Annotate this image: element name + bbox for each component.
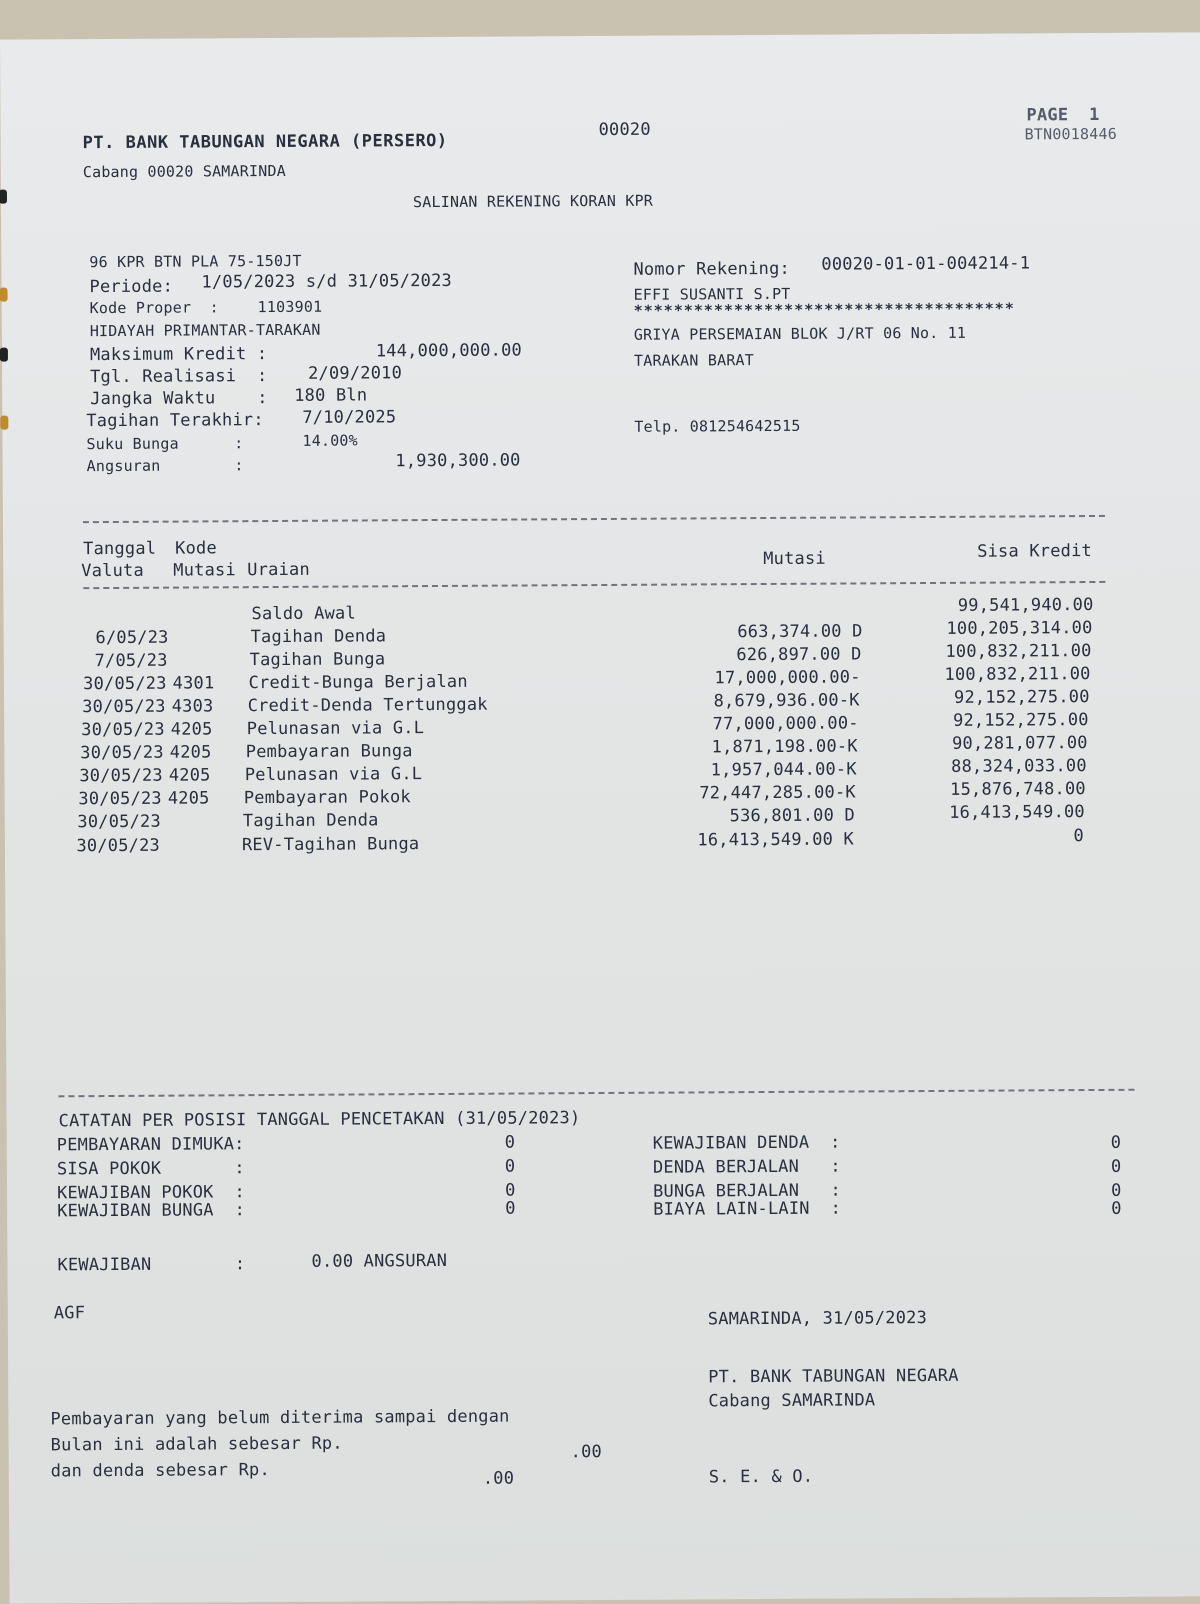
row-date: 30/05/23 [77, 812, 161, 833]
developer-name: HIDAYAH PRIMANTAR-TARAKAN [89, 320, 321, 341]
bank-name: PT. BANK TABUNGAN NEGARA (PERSERO) [82, 130, 448, 154]
row-sisa-kredit: 100,832,211.00 [945, 641, 1092, 662]
row-sisa-kredit: 15,876,748.00 [950, 779, 1086, 801]
separator-rule [83, 515, 1105, 523]
catatan-title: CATATAN PER POSISI TANGGAL PENCETAKAN (31/05/2023) [58, 1108, 581, 1132]
row-description: Tagihan Denda [242, 810, 379, 832]
kode-proper-value: 1103901 [257, 297, 323, 317]
row-sisa-kredit: 16,413,549.00 [949, 802, 1085, 824]
jangka-label: Jangka Waktu : [90, 388, 268, 410]
row-description: Pelunasan via G.L [244, 764, 423, 786]
catatan-left-value: 0 [504, 1132, 516, 1153]
row-date: 30/05/23 [81, 719, 165, 741]
catatan-left-value: 0 [504, 1180, 516, 1201]
catatan-left-value: 0 [505, 1198, 516, 1219]
catatan-right-value: 0 [1110, 1132, 1122, 1153]
account-number-label: Nomor Rekening: [633, 258, 791, 280]
row-description: Credit-Denda Tertunggak [247, 694, 488, 717]
row-mutasi: 1,957,044.00-K [710, 759, 857, 781]
address-line-1: GRIYA PERSEMAIAN BLOK J/RT 06 No. 11 [633, 323, 967, 344]
row-mutasi: 536,801.00 D [729, 805, 855, 827]
catatan-right-value: 0 [1111, 1180, 1122, 1201]
row-date: 6/05/23 [95, 627, 169, 649]
kewajiban-value: 0.00 ANGSURAN [311, 1250, 448, 1272]
row-mutasi: 17,000,000.00- [714, 667, 861, 689]
row-sisa-kredit: 99,541,940.00 [957, 594, 1094, 616]
suku-bunga-value: 14.00% [302, 431, 358, 450]
catatan-left-value: 0 [504, 1156, 516, 1177]
row-description: Pelunasan via G.L [246, 718, 425, 740]
tagihan-value: 7/10/2025 [302, 407, 397, 428]
col-header-uraian: Uraian [247, 559, 310, 581]
col-header-mutasi: Mutasi [763, 548, 826, 570]
footer-agf: AGF [53, 1303, 86, 1324]
maks-kredit-label: Maksimum Kredit : [89, 344, 268, 366]
row-date: 30/05/23 [83, 673, 167, 695]
telephone: Telp. 081254642515 [634, 416, 801, 436]
col-header-valuta: Valuta [81, 560, 144, 582]
branch-code: 00020 [598, 119, 651, 141]
jangka-value: 180 Bln [294, 385, 368, 406]
angsuran-value: 1,930,300.00 [395, 450, 521, 472]
catatan-right-value: 0 [1110, 1156, 1122, 1177]
row-mutasi: 626,897.00 D [736, 644, 862, 666]
row-sisa-kredit: 100,832,211.00 [944, 664, 1091, 686]
row-description: Credit-Bunga Berjalan [248, 671, 468, 694]
maks-kredit-value: 144,000,000.00 [375, 340, 522, 362]
kewajiban-label: KEWAJIBAN : [57, 1254, 246, 1276]
row-code: 4303 [171, 696, 214, 717]
binder-hole-mark [0, 288, 8, 302]
tagihan-label: Tagihan Terakhir: [86, 410, 264, 432]
row-mutasi: 8,679,936.00-K [713, 690, 860, 712]
footer-note-2: Bulan ini adalah sebesar Rp. [50, 1433, 343, 1456]
row-code: 4205 [168, 765, 211, 786]
binder-hole-mark [0, 190, 7, 204]
col-header-sisa-kredit: Sisa Kredit [977, 541, 1093, 562]
row-date: 7/05/23 [94, 650, 168, 672]
col-header-mutasi-code: Mutasi [173, 560, 236, 581]
col-header-kode: Kode [175, 538, 217, 559]
row-mutasi: 1,871,198.00-K [711, 736, 858, 758]
row-date: 30/05/23 [76, 835, 160, 856]
row-mutasi: 72,447,285.00-K [699, 782, 856, 804]
address-line-2: TARAKAN BARAT [633, 351, 755, 370]
catatan-right-label: KEWAJIBAN DENDA : [652, 1132, 841, 1154]
row-sisa-kredit: 0 [1073, 825, 1084, 846]
footer-seo: S. E. & O. [708, 1466, 814, 1488]
doc-code: BTN0018446 [1024, 124, 1117, 144]
row-date: 30/05/23 [78, 789, 162, 810]
row-description: Pembayaran Pokok [243, 787, 411, 809]
catatan-left-label: KEWAJIBAN POKOK : [56, 1182, 245, 1204]
page-title: SALINAN REKENING KORAN KPR [412, 191, 654, 212]
tgl-realisasi-value: 2/09/2010 [307, 363, 403, 384]
page-label: PAGE 1 [1026, 104, 1100, 126]
periode-label: Periode: [89, 276, 174, 298]
footer-note-3: dan denda sebesar Rp. [50, 1460, 270, 1482]
binder-hole-mark [0, 348, 8, 362]
binder-hole-mark [0, 416, 8, 430]
catatan-right-value: 0 [1111, 1198, 1122, 1219]
footer-branch: Cabang SAMARINDA [708, 1390, 876, 1412]
row-sisa-kredit: 90,281,077.00 [952, 733, 1088, 755]
periode-value: 1/05/2023 s/d 31/05/2023 [201, 270, 452, 293]
row-sisa-kredit: 100,205,314.00 [946, 618, 1093, 639]
catatan-left-label: PEMBAYARAN DIMUKA: [56, 1134, 245, 1156]
footer-note-1: Pembayaran yang belum diterima sampai dengan [50, 1406, 510, 1430]
row-date: 30/05/23 [79, 766, 163, 787]
branch-name: Cabang 00020 SAMARINDA [82, 161, 286, 182]
footer-bank: PT. BANK TABUNGAN NEGARA [708, 1365, 959, 1388]
row-description: Tagihan Bunga [249, 649, 386, 671]
catatan-left-label: KEWAJIBAN BUNGA : [57, 1200, 246, 1222]
customer-name: EFFI SUSANTI S.PT [633, 284, 791, 304]
row-date: 30/05/23 [82, 696, 166, 718]
row-sisa-kredit: 92,152,275.00 [953, 687, 1090, 709]
row-code: 4205 [169, 742, 212, 763]
row-description: REV-Tagihan Bunga [241, 833, 420, 855]
catatan-right-label: BIAYA LAIN-LAIN : [653, 1198, 842, 1220]
product-name: 96 KPR BTN PLA 75-150JT [89, 251, 302, 272]
catatan-left-label: SISA POKOK : [56, 1158, 245, 1180]
row-code: 4205 [167, 788, 210, 810]
footer-note-2-value: .00 [570, 1442, 603, 1463]
star-separator: ************************************** [633, 299, 1015, 320]
angsuran-label: Angsuran : [86, 456, 244, 476]
catatan-right-label: BUNGA BERJALAN : [652, 1180, 841, 1202]
col-header-tanggal: Tanggal [83, 538, 157, 560]
row-mutasi [683, 600, 863, 601]
row-code: 4205 [170, 719, 213, 740]
row-description: Saldo Awal [251, 603, 356, 625]
row-date [59, 607, 169, 608]
row-mutasi: 663,374.00 D [737, 621, 863, 643]
row-date: 30/05/23 [80, 742, 164, 764]
row-code: 4301 [172, 673, 215, 694]
footer-note-3-value: .00 [482, 1468, 515, 1489]
catatan-right-label: DENDA BERJALAN : [652, 1156, 841, 1178]
row-description: Tagihan Denda [250, 626, 387, 648]
row-sisa-kredit: 92,152,275.00 [952, 710, 1089, 732]
row-mutasi: 16,413,549.00 K [697, 828, 854, 850]
suku-bunga-label: Suku Bunga : [86, 434, 244, 454]
tgl-realisasi-label: Tgl. Realisasi : [90, 366, 268, 388]
separator-rule [83, 581, 1105, 589]
footer-place-date: SAMARINDA, 31/05/2023 [707, 1308, 928, 1330]
kode-proper-label: Kode Proper : [89, 298, 219, 318]
separator-rule [58, 1089, 1134, 1098]
row-mutasi: 77,000,000.00- [712, 713, 859, 735]
statement-paper [0, 32, 1200, 1603]
row-sisa-kredit: 88,324,033.00 [951, 756, 1087, 778]
row-description: Pembayaran Bunga [245, 741, 413, 763]
account-number: 00020-01-01-004214-1 [821, 253, 1031, 275]
